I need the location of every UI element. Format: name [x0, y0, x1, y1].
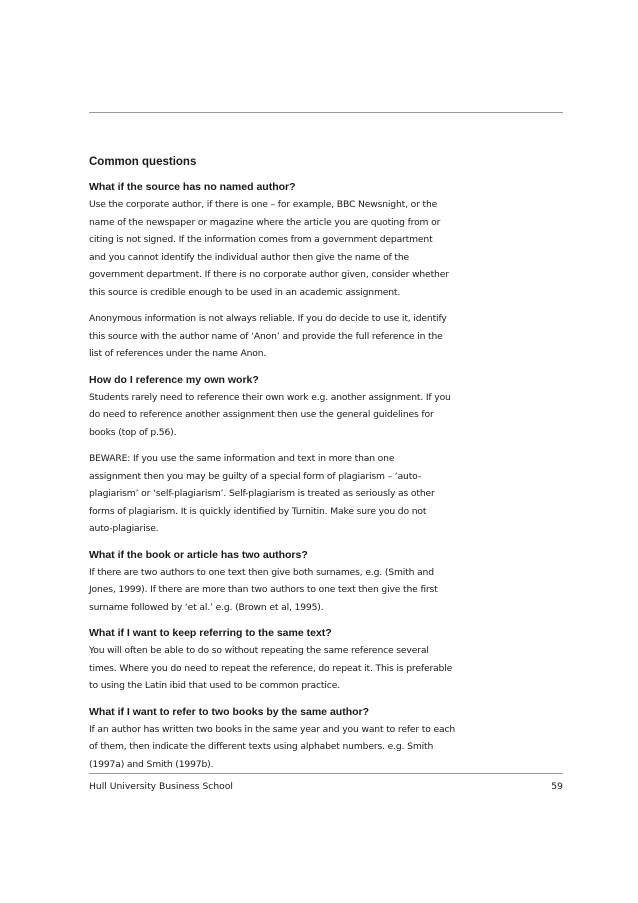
question-heading: How do I reference my own work?	[89, 373, 259, 386]
text-line: citing is not signed. If the information comes from a government department	[89, 234, 433, 245]
paragraph	[89, 450, 479, 538]
text-line: If an author has written two books in the same year and you want to refer to each	[89, 723, 456, 735]
text-line: Anonymous information is not always reliable. If you do decide to use it, identify	[89, 313, 447, 324]
text-line: Students rarely need to reference their own work e.g. another assignment. If you	[89, 391, 451, 403]
footer-institution: Hull University Business School	[89, 781, 233, 792]
question-heading: What if I want to refer to two books by the same author?	[89, 705, 370, 718]
section-no-named-author	[89, 179, 479, 363]
text-line: and you cannot identify the individual author then give the name of the	[89, 251, 410, 263]
page-number: 59	[551, 781, 563, 792]
text-line: do need to reference another assignment then use the general guidelines for	[89, 409, 434, 420]
text-line: to using the Latin ibid that used to be common practice.	[89, 680, 340, 691]
section-own-work	[89, 372, 479, 538]
header-rule	[89, 112, 563, 113]
text-line: surname followed by ‘et al.’ e.g. (Brown et al, 1995).	[89, 601, 324, 613]
question-heading: What if the source has no named author?	[89, 181, 296, 193]
text-line: BEWARE: If you use the same information and text in more than one	[89, 453, 395, 464]
text-line: books (top of p.56).	[89, 426, 177, 438]
question-heading: What if I want to keep referring to the same text?	[89, 627, 332, 639]
footer-rule	[89, 773, 563, 774]
paragraph	[89, 389, 479, 442]
text-line: this source is credible enough to be used in an academic assignment.	[89, 286, 401, 298]
section-two-authors	[89, 547, 479, 617]
text-line: of them, then indicate the different texts using alphabet numbers. e.g. Smith	[89, 741, 434, 752]
text-line: times. Where you do need to repeat the reference, do repeat it. This is preferable	[89, 662, 453, 674]
text-line: Use the corporate author, if there is one – for example, BBC Newsnight, or the	[89, 199, 438, 210]
text-line: list of references under the name Anon.	[89, 348, 267, 359]
paragraph	[89, 310, 479, 363]
text-line: You will often be able to do so without repeating the same reference several	[89, 645, 429, 656]
text-line: plagiarism’ or ‘self-plagiarism’. Self-plagiarism is treated as seriously as other	[89, 488, 435, 499]
text-line: If there are two authors to one text then give both surnames, e.g. (Smith and	[89, 566, 434, 578]
text-line: government department. If there is no corporate author given, consider whether	[89, 269, 449, 280]
text-line: (1997a) and Smith (1997b).	[89, 758, 214, 770]
text-line: forms of plagiarism. It is quickly identified by Turnitin. Make sure you do not	[89, 505, 427, 517]
text-line: Jones, 1999). If there are more than two authors to one text then give the first	[89, 584, 438, 595]
paragraph	[89, 721, 479, 774]
page-heading: Common questions	[89, 156, 197, 168]
paragraph	[89, 564, 479, 617]
question-heading: What if the book or article has two authors?	[89, 548, 308, 561]
text-line: this source with the author name of ‘Anon’ and provide the full reference in the	[89, 330, 443, 342]
text-line: auto-plagiarise.	[89, 523, 159, 534]
section-same-author	[89, 704, 479, 774]
paragraph	[89, 196, 479, 301]
text-line: name of the newspaper or magazine where the article you are quoting from or	[89, 216, 441, 228]
paragraph	[89, 642, 479, 695]
text-line: assignment then you may be guilty of a special form of plagiarism – ‘auto-	[89, 470, 421, 482]
page-content	[89, 155, 479, 773]
section-same-text	[89, 625, 479, 695]
